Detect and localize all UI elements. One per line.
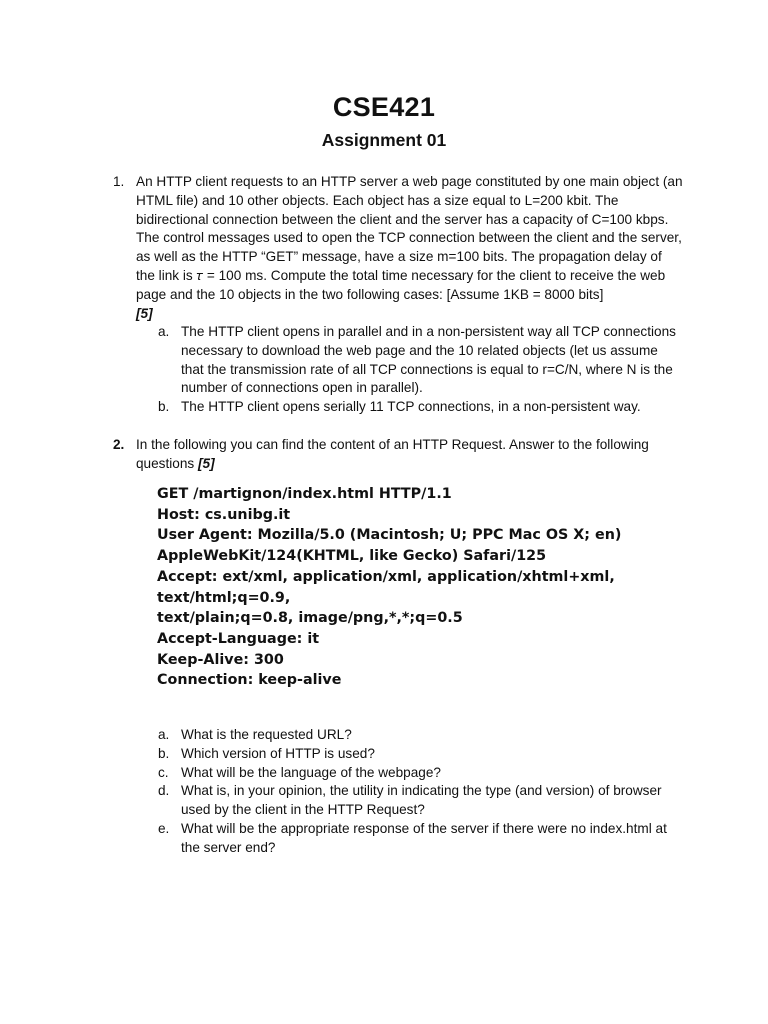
subpart-letter: a. xyxy=(158,324,170,339)
subpart-item xyxy=(158,323,678,398)
question-body xyxy=(136,173,683,323)
http-request-line: Keep-Alive: 300 xyxy=(157,651,284,668)
subpart-text: What will be the appropriate response of the server if there were no index.html at the server end? xyxy=(181,820,667,855)
subpart-letter: b. xyxy=(158,745,170,761)
page-title: CSE421 xyxy=(332,92,436,122)
http-request-line: Accept: ext/xml, application/xml, application/xhtml+xml, xyxy=(157,568,615,585)
subpart-text: The HTTP client opens serially 11 TCP connections, in a non-persistent way. xyxy=(181,399,641,415)
subpart-letter: c. xyxy=(158,764,169,780)
http-request-block xyxy=(157,484,657,691)
subpart-letter: e. xyxy=(158,820,170,836)
page-subtitle: Assignment 01 xyxy=(321,130,447,150)
http-request-line: Accept-Language: it xyxy=(157,630,320,647)
http-request-line: AppleWebKit/124(KHTML, like Gecko) Safari/125 xyxy=(157,548,547,565)
question-2-subparts xyxy=(158,726,678,858)
subpart-text: Which version of HTTP is used? xyxy=(181,745,375,761)
subpart-item xyxy=(158,764,678,783)
question-1 xyxy=(113,173,683,323)
http-request-line: Host: cs.unibg.it xyxy=(157,506,291,523)
http-request-line: User Agent: Mozilla/5.0 (Macintosh; U; PPC Mac OS X; en) xyxy=(157,527,622,544)
subpart-item xyxy=(158,398,678,417)
question-number: 1. xyxy=(113,174,125,189)
question-marks: [5] xyxy=(197,455,215,471)
subpart-text: What is the requested URL? xyxy=(181,727,352,742)
question-marks: [5] xyxy=(136,305,153,321)
subpart-item xyxy=(158,745,678,764)
http-request-line: text/plain;q=0.8, image/png,*,*;q=0.5 xyxy=(157,610,463,627)
subpart-item xyxy=(158,726,678,745)
http-request-line: Connection: keep-alive xyxy=(157,672,342,689)
subpart-text: What is, in your opinion, the utility in indicating the type (and version) of browser used by the client in the HTTP Request? xyxy=(181,783,662,818)
subpart-item xyxy=(158,782,678,820)
question-body xyxy=(136,436,683,474)
subpart-letter: a. xyxy=(158,727,170,742)
question-text: An HTTP client requests to an HTTP server a web page constituted by one main object (an HTML file) and 10 other objects. Each object has a size equal to L=200 kbit. The bidirectional connection between the client and the server has a capacity of C=100 kbps. The control messages used to open the TCP connection between the client and the server, as well as the HTTP “GET” message, have a size m=100 bits. The propagation delay of the link is 𝜏 = 100 ms. Compute the total time necessary for the client to receive the web page and the 10 objects in the two following cases: [Assume 1KB = 8000 bits] xyxy=(136,174,683,302)
subpart-text: What will be the language of the webpage? xyxy=(181,764,441,780)
http-request-line: text/html;q=0.9, xyxy=(157,589,291,606)
question-1-subparts xyxy=(158,323,678,417)
subpart-letter: b. xyxy=(158,399,170,415)
question-number: 2. xyxy=(113,437,125,452)
question-text: In the following you can find the content of an HTTP Request. Answer to the following questions xyxy=(136,437,649,471)
subpart-item xyxy=(158,820,678,858)
http-request-line: GET /martignon/index.html HTTP/1.1 xyxy=(157,486,452,502)
subpart-text: The HTTP client opens in parallel and in a non-persistent way all TCP connections necessary to download the web page and the 10 related objects (let us assume that the transmission rate of all TCP connections is equal to r=C/N, where N is the number of connections open in parallel). xyxy=(181,324,676,396)
subpart-letter: d. xyxy=(158,783,170,799)
question-2 xyxy=(113,436,683,474)
